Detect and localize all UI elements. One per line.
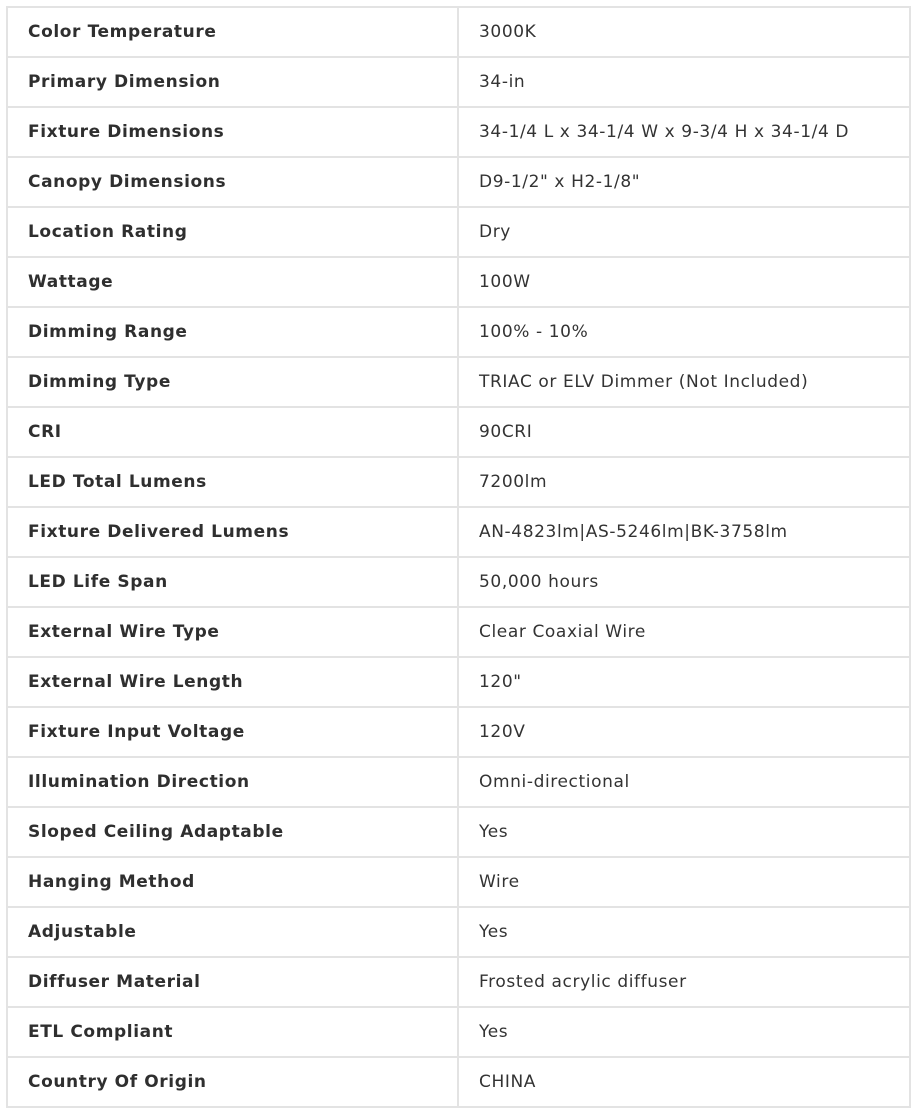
spec-label: Wattage: [7, 257, 458, 307]
spec-row: [7, 757, 910, 807]
spec-label: Adjustable: [7, 907, 458, 957]
spec-label: External Wire Length: [7, 657, 458, 707]
spec-row: [7, 907, 910, 957]
spec-label: Color Temperature: [7, 7, 458, 57]
spec-row: [7, 857, 910, 907]
spec-row: [7, 557, 910, 607]
spec-value: Yes: [458, 907, 910, 957]
spec-row: [7, 357, 910, 407]
spec-value: Frosted acrylic diffuser: [458, 957, 910, 1007]
spec-row: [7, 207, 910, 257]
specifications-table: [6, 6, 911, 1108]
spec-row: [7, 507, 910, 557]
spec-value: 7200lm: [458, 457, 910, 507]
spec-label: Dimming Type: [7, 357, 458, 407]
spec-row: [7, 807, 910, 857]
spec-row: [7, 957, 910, 1007]
spec-row: [7, 257, 910, 307]
specifications-table-body: [7, 7, 910, 1107]
spec-value: Dry: [458, 207, 910, 257]
spec-label: Location Rating: [7, 207, 458, 257]
spec-label: Primary Dimension: [7, 57, 458, 107]
spec-label: ETL Compliant: [7, 1007, 458, 1057]
spec-value: 50,000 hours: [458, 557, 910, 607]
spec-row: [7, 657, 910, 707]
spec-label: LED Total Lumens: [7, 457, 458, 507]
spec-row: [7, 607, 910, 657]
spec-value: 90CRI: [458, 407, 910, 457]
spec-label: Country Of Origin: [7, 1057, 458, 1107]
spec-value: 100W: [458, 257, 910, 307]
spec-value: Omni-directional: [458, 757, 910, 807]
spec-label: CRI: [7, 407, 458, 457]
spec-value: Wire: [458, 857, 910, 907]
spec-row: [7, 57, 910, 107]
spec-row: [7, 1007, 910, 1057]
spec-label: Dimming Range: [7, 307, 458, 357]
spec-label: Hanging Method: [7, 857, 458, 907]
spec-row: [7, 107, 910, 157]
spec-row: [7, 707, 910, 757]
spec-value: 34-1/4 L x 34-1/4 W x 9-3/4 H x 34-1/4 D: [458, 107, 910, 157]
spec-value: 100% - 10%: [458, 307, 910, 357]
spec-row: [7, 307, 910, 357]
spec-value: D9-1/2" x H2-1/8": [458, 157, 910, 207]
spec-label: Diffuser Material: [7, 957, 458, 1007]
spec-row: [7, 157, 910, 207]
spec-label: LED Life Span: [7, 557, 458, 607]
spec-label: Fixture Input Voltage: [7, 707, 458, 757]
spec-value: TRIAC or ELV Dimmer (Not Included): [458, 357, 910, 407]
spec-row: [7, 457, 910, 507]
spec-value: 120V: [458, 707, 910, 757]
spec-value: AN-4823lm|AS-5246lm|BK-3758lm: [458, 507, 910, 557]
spec-value: CHINA: [458, 1057, 910, 1107]
spec-label: Fixture Delivered Lumens: [7, 507, 458, 557]
spec-label: Canopy Dimensions: [7, 157, 458, 207]
spec-row: [7, 1057, 910, 1107]
spec-row: [7, 407, 910, 457]
spec-label: External Wire Type: [7, 607, 458, 657]
spec-label: Illumination Direction: [7, 757, 458, 807]
spec-value: 3000K: [458, 7, 910, 57]
spec-value: Clear Coaxial Wire: [458, 607, 910, 657]
spec-label: Sloped Ceiling Adaptable: [7, 807, 458, 857]
spec-value: 120": [458, 657, 910, 707]
spec-value: Yes: [458, 807, 910, 857]
spec-value: 34-in: [458, 57, 910, 107]
spec-label: Fixture Dimensions: [7, 107, 458, 157]
spec-row: [7, 7, 910, 57]
spec-value: Yes: [458, 1007, 910, 1057]
